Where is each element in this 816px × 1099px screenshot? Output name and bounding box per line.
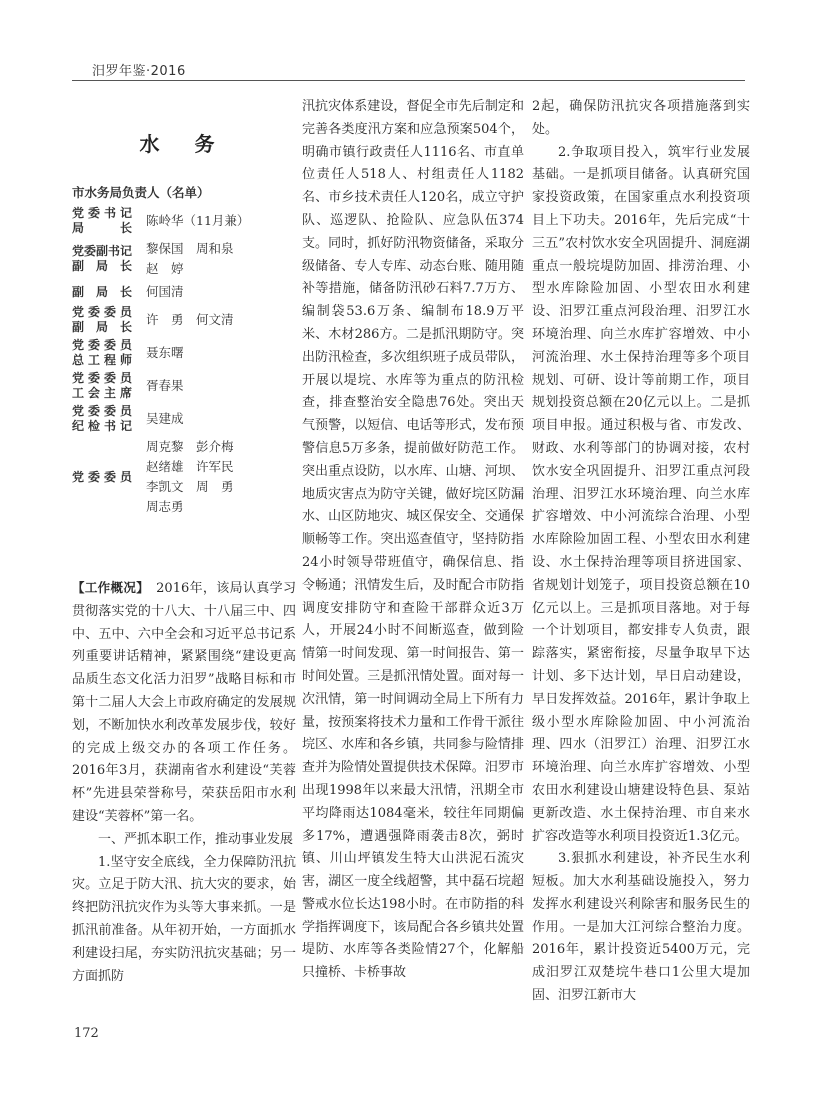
leader-names [146, 343, 184, 363]
leader-names [146, 239, 234, 279]
leader-name-line: 黎保国 周和泉 [146, 241, 234, 256]
role-line: 副局长 [72, 259, 132, 273]
leader-role [72, 470, 132, 485]
leader-row [72, 404, 296, 434]
leader-names [146, 409, 184, 429]
running-header [72, 60, 745, 80]
leader-row [72, 239, 296, 279]
column-3-body [532, 96, 750, 1008]
leader-role [72, 285, 132, 300]
role-line: 党委副书记 [72, 244, 133, 258]
running-title: 汨罗年鉴·2016 [92, 64, 186, 79]
leader-name-line: 周克黎 彭介梅 [146, 439, 234, 454]
leader-role [72, 305, 132, 335]
role-line: 局长 [72, 221, 132, 235]
role-line: 纪检书记 [72, 419, 132, 433]
column-1-body [72, 577, 296, 988]
leader-name-line: 周志勇 [146, 499, 184, 514]
leader-names [146, 376, 184, 396]
leader-name-line: 李凯文 周 勇 [146, 479, 234, 494]
role-line: 党委委员 [72, 469, 132, 484]
heading-1: 一、严抓本职工作，推动事业发展 [98, 831, 294, 847]
leader-names [146, 437, 234, 517]
leader-role [72, 404, 132, 434]
role-line: 工会主席 [72, 386, 132, 400]
paragraph-end: 2起，确保防汛抗灾各项措施落到实处。 [532, 99, 750, 137]
paragraph-2: 2.争取项目投入，筑牢行业发展基础。一是抓项目储备。认真研究国家投资政策，在国家重点水利投资项目上下功夫。2016年，先后完成“十三五”农村饮水安全巩固提升、洞庭湖重点一般垸堤防加固、排涝治理、小型水库除险加固、小型农田水利建设、汨罗江重点河段治理、汨罗江水环境治理、向兰水库扩容增效、中小河流治理、水土保持治理等多个项目规划、可研、设计等前期工作，项目规划投资总额在20亿元以上。二是抓项目申报。通过积极与省、市发改、财政、水利等部门的协调对接，农村饮水安全巩固提升、汨罗江重点河段治理、汨罗江水环境治理、向兰水库扩容增效、中小河流综合治理、小型水库除险加固工程、小型农田水利建设、水土保持治理等项目挤进国家、省规划计划笼子，项目投资总额在10亿元以上。三是抓项目落地。对于每一个计划项目，都安排专人负责，跟踪落实，紧密衔接，尽量争取早下达计划、多下达计划，早日启动建设，早日发挥效益。2016年，累计争取上级小型水库除险加固、中小河流治理、四水（汨罗江）治理、汨罗江水环境治理、向兰水库扩容增效、小型农田水利建设山塘建设特色县、泵站更新改造、水土保持治理、市自来水扩容改造等水利项目投资近1.3亿元。 [532, 144, 750, 844]
leaders-heading: 市水务局负责人（名单） [72, 185, 210, 200]
header-rule [72, 80, 745, 81]
overview-text: 2016年，该局认真学习贯彻落实党的十八大、十八届三中、四中、五中、六中全会和习近平总书记系列重要讲话精神，紧紧围绕“建设更高品质生态文化活力汨罗”战略目标和市第十二届人大会上市政府确定的发展规划，不断加快水利改革发展步伐，较好的完成上级交办的各项工作任务。2016年3月，获湖南省水利建设“芙蓉杯”先进县荣誉称号，荣获岳阳市水利建设“芙蓉杯”第一名。 [72, 581, 296, 824]
leader-row [72, 338, 296, 368]
column-2-body [302, 96, 524, 985]
leader-role [72, 206, 132, 236]
role-line: 党委书记 [72, 206, 132, 220]
role-line: 党委委员 [72, 305, 132, 319]
leader-name-line: 何国清 [146, 284, 184, 299]
role-line: 副局长 [72, 284, 132, 299]
overview-tag: 【工作概况】 [72, 580, 143, 595]
leader-role [72, 371, 132, 401]
leader-role [72, 244, 132, 274]
leader-row [72, 305, 296, 335]
column-2-text: 汛抗灾体系建设，督促全市先后制定和完善各类度汛方案和应急预案504个，明确市镇行政责任人1116名、市直单位责任人518人、村组责任人1182名、市乡技术责任人120名，成立守护队、巡逻队、抢险队、应急队伍374支。同时，抓好防汛物资储备，采取分级储备、专人专库、动态台账、随用随补等措施，储备防汛砂石料7.7万方、编制袋53.6万条、编制布18.9万平米、木材286方。二是抓汛期防守。突出防汛检查，多次组织班子成员带队，开展以堤垸、水库等为重点的防汛检查，排查整治安全隐患76处。突出天气预警，以短信、电话等形式，发布预警信息5万多条，提前做好防范工作。突出重点设防，以水库、山塘、河坝、地质灾害点为防守关键，做好垸区防漏水、山区防地灾、城区保安全、交通保顺畅等工作。突出巡查值守，坚持防指24小时领导带班值守，确保信息、指令畅通；汛情发生后，及时配合市防指调度安排防守和查险干部群众近3万人，开展24小时不间断巡查，做到险情第一时间发现、第一时间报告、第一时间处置。三是抓汛情处置。面对每一次汛情，第一时间调动全局上下所有力量，按预案将技术力量和工作骨干派往垸区、水库和各乡镇，共同参与险情排查并为险情处置提供技术保障。汨罗市出现1998年以来最大汛情，汛期全市平均降雨达1084毫米，较往年同期偏多17%，遭遇强降雨袭击8次，弼时镇、川山坪镇发生特大山洪泥石流灾害，湖区一度全线超警，其中磊石垸超警戒水位长达198小时。在市防指的科学指挥调度下，该局配合各乡镇共处置堤防、水库等各类险情27个，化解船只撞桥、卡桥事故 [302, 99, 524, 981]
leader-row [72, 437, 296, 517]
page-number: 172 [74, 1026, 99, 1041]
leaders-list [72, 206, 296, 520]
leader-names [146, 282, 184, 302]
leader-row [72, 282, 296, 302]
paragraph-1: 1.坚守安全底线，全力保障防汛抗灾。立足于防大汛、抗大灾的要求，始终把防汛抗灾作为头等大事来抓。一是抓汛前准备。从年初开始，一方面抓水利建设扫尾，夯实防汛抗灾基础；另一方面抓防 [72, 854, 296, 984]
leader-row [72, 371, 296, 401]
role-line: 副局长 [72, 320, 132, 334]
role-line: 党委委员 [72, 371, 132, 385]
section-title: 水 务 [139, 132, 229, 156]
paragraph-3: 3.狠抓水利建设，补齐民生水利短板。加大水利基础设施投入，努力发挥水利建设兴利除害和服务民生的作用。一是加大江河综合整治力度。2016年，累计投资近5400万元，完成汨罗江双楚垸牛巷口1公里大堤加固、汨罗江新市大 [532, 851, 750, 1004]
leader-names [146, 211, 249, 231]
role-line: 党委委员 [72, 404, 132, 418]
leader-names [146, 310, 234, 330]
leader-name-line: 胥春果 [146, 378, 184, 393]
role-line: 党委委员 [72, 338, 132, 352]
role-line: 总工程师 [72, 353, 132, 367]
leader-name-line: 赵 婷 [146, 261, 184, 276]
leader-name-line: 许 勇 何文清 [146, 312, 234, 327]
leader-row [72, 206, 296, 236]
leader-name-line: 赵绪雄 许军民 [146, 459, 234, 474]
leader-name-line: 聂东曙 [146, 345, 184, 360]
leader-name-line: 吴建成 [146, 411, 184, 426]
leader-name-line: 陈岭华（11月兼） [146, 213, 250, 228]
leader-role [72, 338, 132, 368]
